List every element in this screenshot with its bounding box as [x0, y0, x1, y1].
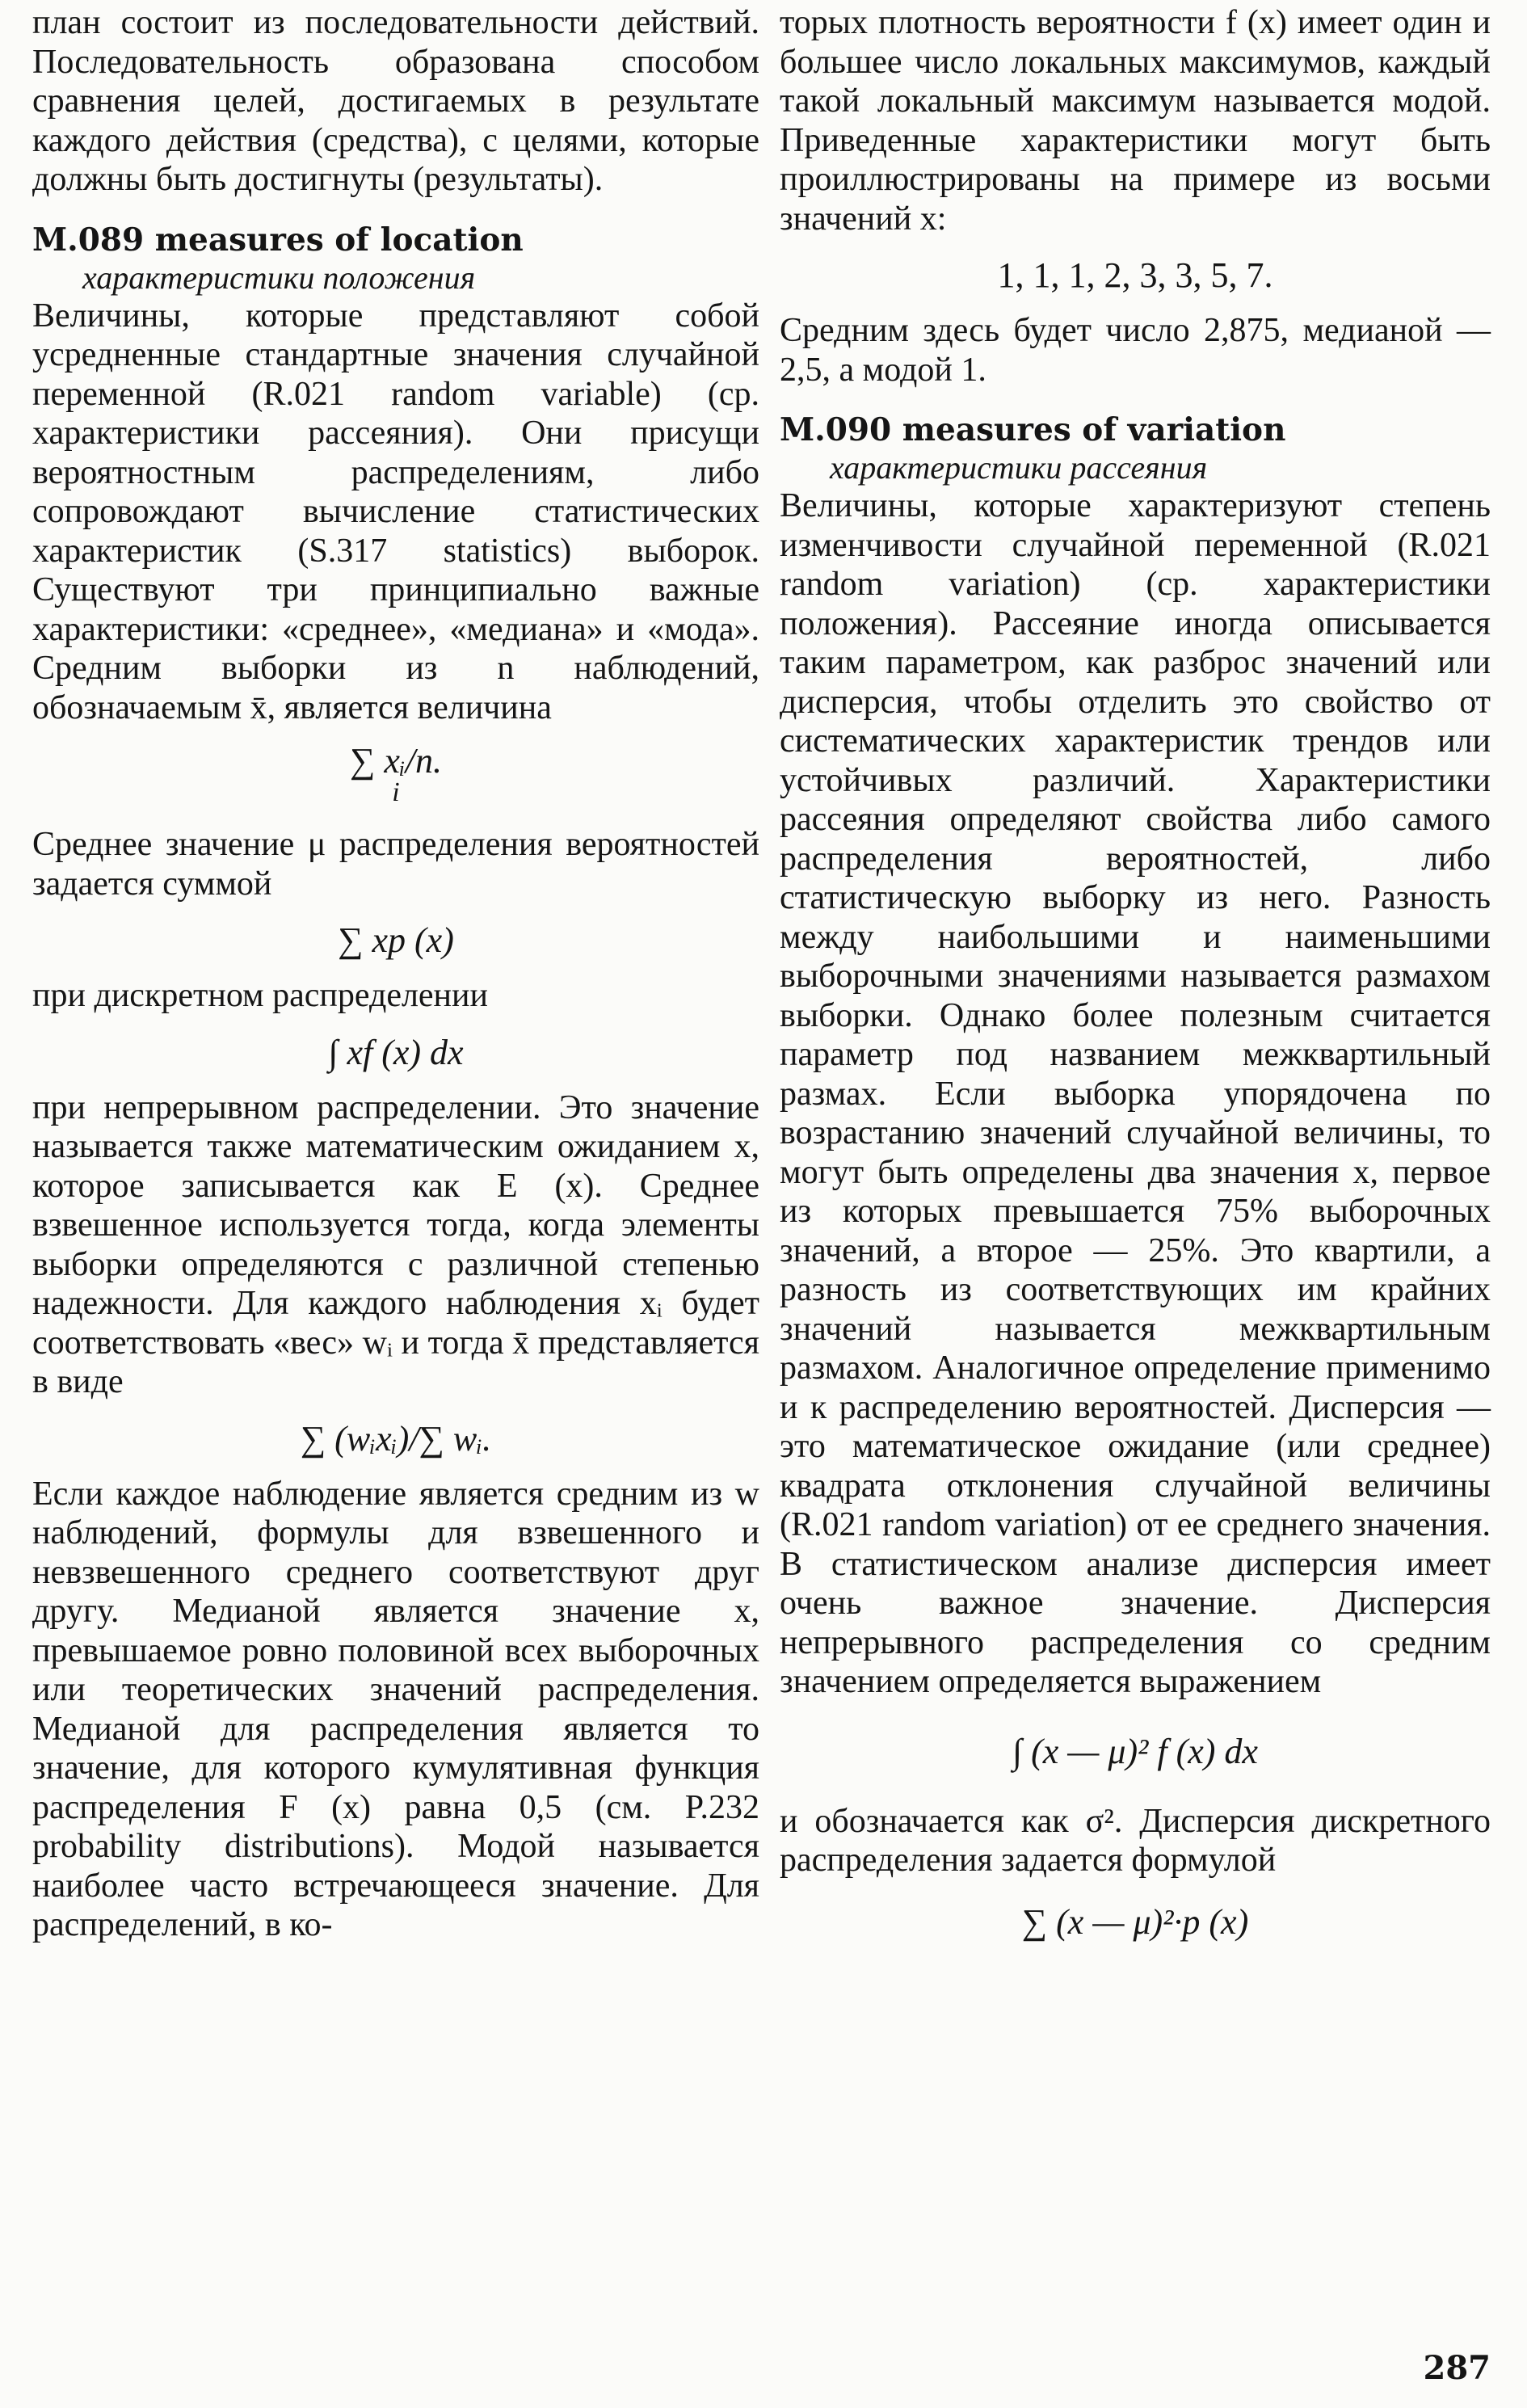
example-result: Средним здесь будет число 2,875, медианой — 2,5, а модой 1. — [780, 312, 1491, 389]
paragraph: при дискретном распределении — [32, 977, 488, 1014]
entry-heading: M.089 measures of location — [32, 221, 524, 259]
left-column — [32, 3, 759, 1945]
paragraph: Величины, которые характеризуют степень изменчивости случайной переменной (R.021 random variation) (ср. характеристики положения). Рассеяние иногда описывается таким параметром, как разброс значений или дисперсия, чтобы отделить это свойство от систематических характеристик трендов или устойчивых различий. Характеристики рассеяния определяют свойства либо самого распределения вероятностей, либо статистическую выборку из него. Разность между наибольшими и наименьшими выборочными значениями называется размахом выборки. Однако более полезным считается параметр под названием межквартильный размах. Если выборка упорядочена по возрастанию значений случайной величины, то могут быть определены два значения x, первое из которых превышается 75% выборочных значений, а второе — 25%. Это квартили, а разность из соответствующих им крайних значений называется межквартильным размахом. Аналогичное определение применимо и к распределению вероятностей. Дисперсия — это математическое ожидание (или среднее) квадрата отклонения случайной величины (R.021 random variation) от ее среднего значения. В статистическом анализе дисперсия имеет очень важное значение. Дисперсия непрерывного распределения со средним значением определяется выражением — [780, 487, 1491, 1700]
continuation-text: торых плотность вероятности f (x) имеет один и большее число локальных максимумов, каждый такой локальный максимум называется модой. Приведенные характеристики могут быть проиллюстрированы на примере из восьми значений x: — [780, 4, 1491, 238]
formula-expectation-continuous: ∫ xf (x) dx — [328, 1032, 464, 1072]
paragraph: при непрерывном распределении. Это значение называется также математическим ожиданием x, которое записывается как E (x). Среднее взвешенное используется тогда, когда элементы выборки определяются с различной степенью надежности. Для каждого наблюдения xᵢ будет соответствовать «вес» wᵢ и тогда x̄ представляется в виде — [32, 1088, 759, 1400]
paragraph: Среднее значение μ распределения вероятностей задается суммой — [32, 826, 759, 903]
formula-variance-discrete: ∑ (x — μ)²·p (x) — [1021, 1901, 1249, 1942]
right-column — [780, 3, 1491, 1958]
entry-heading: M.090 measures of variation — [780, 411, 1286, 448]
formula-expectation-discrete: ∑ xp (x) — [338, 920, 454, 960]
formula-main: ∑ xᵢ/n. — [349, 741, 443, 781]
formula-variance-continuous: ∫ (x — μ)² f (x) dx — [1012, 1731, 1258, 1771]
entry-subheading: характеристики положения — [82, 259, 476, 296]
paragraph: Если каждое наблюдение является средним из w наблюдений, формулы для взвешенного и невзвешенного среднего соответствуют друг другу. Медианой является значение x, превышаемое ровно половиной всех выборочных или теоретических значений распределения. Медианой для распределения является то значение, для которого кумулятивная функция распределения F (x) равна 0,5 (см. P.232 probability distributions). Модой называется наиболее часто встречающееся значение. Для распределений, в ко- — [32, 1475, 759, 1943]
intro-text: план состоит из последовательности действий. Последовательность образована способом сравнения целей, достигаемых в результате каждого действия (средства), с целями, которые должны быть достигнуты (результаты). — [32, 4, 759, 198]
formula-index: i — [392, 777, 400, 807]
entry-subheading: характеристики рассеяния — [830, 449, 1208, 486]
paragraph: Величины, которые представляют собой усредненные стандартные значения случайной переменной (R.021 random variable) (ср. характеристики рассеяния). Они присущи вероятностным распределениям, либо сопровождают вычисление статистических характеристик (S.317 statistics) выборок. Существуют три принципиально важные характеристики: «среднее», «медиана» и «мода». Средним выборки из n наблюдений, обозначаемым x̄, является величина — [32, 297, 759, 726]
entry-m089 — [32, 221, 759, 1945]
page-number: 287 — [1423, 2349, 1491, 2387]
paragraph: и обозначается как σ². Дисперсия дискретного распределения задается формулой — [780, 1802, 1491, 1879]
entry-m090 — [780, 410, 1491, 1945]
formula-weighted-mean: ∑ (wᵢxᵢ)/∑ wᵢ. — [300, 1418, 492, 1459]
formula-sum-mean — [32, 742, 759, 812]
example-values: 1, 1, 1, 2, 3, 3, 5, 7. — [997, 255, 1273, 295]
